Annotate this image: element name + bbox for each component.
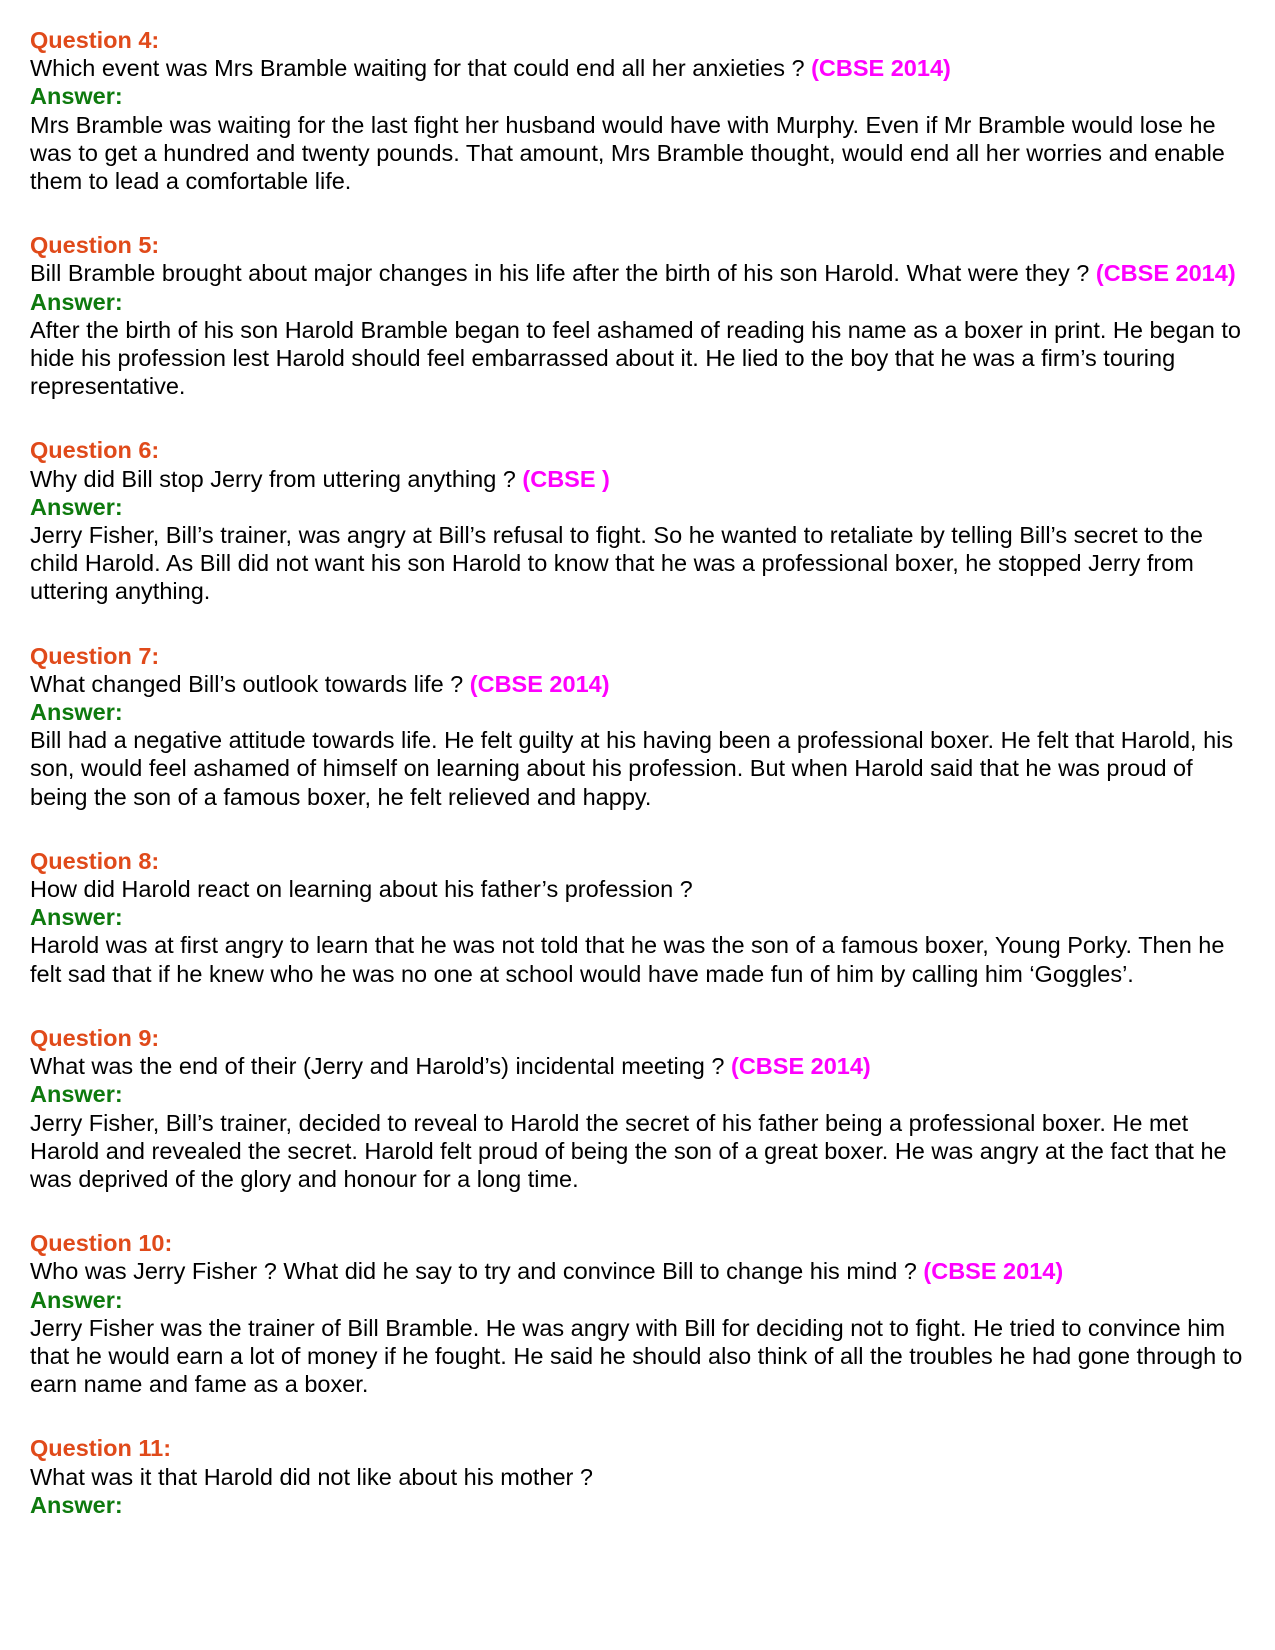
answer-text: After the birth of his son Harold Bramble began to feel ashamed of reading his name as a boxer in print. He began to hide his profession lest Harold should feel embarrassed about it. He lied to the boy that he was a firm’s touring representative.: [30, 316, 1241, 400]
answer-heading: Answer:: [30, 904, 123, 931]
question-text-line: [30, 875, 1245, 903]
question-heading: Question 6:: [30, 437, 160, 464]
question-heading: Question 7:: [30, 642, 160, 669]
cbse-tag: (CBSE 2014): [731, 1053, 871, 1080]
qa-block-question-9: [30, 1024, 1245, 1193]
answer-heading: Answer:: [30, 1286, 123, 1313]
question-text-line: [30, 1463, 1245, 1491]
question-text: Bill Bramble brought about major changes in his life after the birth of his son Harold. What were they ?: [30, 260, 1090, 287]
answer-heading: Answer:: [30, 699, 123, 726]
question-text: Which event was Mrs Bramble waiting for that could end all her anxieties ?: [30, 55, 805, 82]
question-text: What was it that Harold did not like about his mother ?: [30, 1463, 593, 1490]
cbse-tag: (CBSE 2014): [811, 55, 951, 82]
qa-block-question-4: [30, 26, 1245, 195]
qa-block-question-8: [30, 847, 1245, 988]
answer-heading: Answer:: [30, 1491, 123, 1518]
question-heading: Question 10:: [30, 1230, 173, 1257]
answer-text: Jerry Fisher, Bill’s trainer, decided to reveal to Harold the secret of his father being a professional boxer. He met Harold and revealed the secret. Harold felt proud of being the son of a great boxer. He was angry at the fact that he was deprived of the glory and honour for a long time.: [30, 1109, 1227, 1192]
cbse-tag: (CBSE 2014): [469, 670, 610, 697]
question-text-line: [30, 670, 1245, 698]
question-text-line: [30, 259, 1245, 287]
question-text-line: [30, 465, 1245, 493]
answer-text: Jerry Fisher, Bill’s trainer, was angry at Bill’s refusal to fight. So he wanted to retaliate by telling Bill’s secret to the child Harold. As Bill did not want his son Harold to know that he was a professional boxer, he stopped Jerry from uttering anything.: [30, 522, 1203, 605]
answer-heading: Answer:: [30, 1081, 123, 1108]
answer-heading: Answer:: [30, 493, 123, 520]
question-text: How did Harold react on learning about his father’s profession ?: [30, 876, 693, 903]
cbse-tag: (CBSE 2014): [1095, 260, 1236, 287]
question-heading: Question 9:: [30, 1024, 160, 1051]
question-text: Who was Jerry Fisher ? What did he say to try and convince Bill to change his mind ?: [30, 1258, 917, 1285]
question-heading: Question 4:: [30, 27, 160, 53]
qa-block-question-11: [30, 1434, 1245, 1519]
question-heading: Question 8:: [30, 847, 160, 874]
cbse-tag: (CBSE 2014): [923, 1258, 1064, 1285]
cbse-tag: (CBSE ): [522, 465, 610, 492]
answer-heading: Answer:: [30, 83, 123, 110]
answer-text: Harold was at first angry to learn that he was not told that he was the son of a famous boxer, Young Porky. Then he felt sad that if he knew who he was no one at school would have made fun of him by calling him ‘Goggles’.: [30, 932, 1225, 987]
question-heading: Question 11:: [30, 1435, 172, 1462]
qa-block-question-5: [30, 231, 1245, 400]
question-text: What was the end of their (Jerry and Harold’s) incidental meeting ?: [30, 1053, 725, 1080]
answer-text: Jerry Fisher was the trainer of Bill Bramble. He was angry with Bill for deciding not to fight. He tried to convince him that he would earn a lot of money if he fought. He said he should also think of all the troubles he had gone through to earn name and fame as a boxer.: [30, 1314, 1243, 1398]
qa-block-question-7: [30, 642, 1245, 811]
answer-heading: Answer:: [30, 288, 123, 315]
question-heading: Question 5:: [30, 232, 160, 259]
answer-text: Bill had a negative attitude towards life. He felt guilty at his having been a professional boxer. He felt that Harold, his son, would feel ashamed of himself on learning about his profession. But when Harold said that he was proud of being the son of a famous boxer, he felt relieved and happy.: [30, 727, 1234, 810]
qa-block-question-6: [30, 436, 1245, 605]
question-text-line: [30, 54, 1245, 82]
question-text: What changed Bill’s outlook towards life ?: [30, 670, 464, 697]
question-text-line: [30, 1257, 1245, 1285]
question-text: Why did Bill stop Jerry from uttering anything ?: [30, 465, 516, 492]
answer-text: Mrs Bramble was waiting for the last fight her husband would have with Murphy. Even if Mr Bramble would lose he was to get a hundred and twenty pounds. That amount, Mrs Bramble thought, would end all her worries and enable them to lead a comfortable life.: [30, 111, 1225, 195]
qa-block-question-10: [30, 1229, 1245, 1398]
question-text-line: [30, 1052, 1245, 1080]
